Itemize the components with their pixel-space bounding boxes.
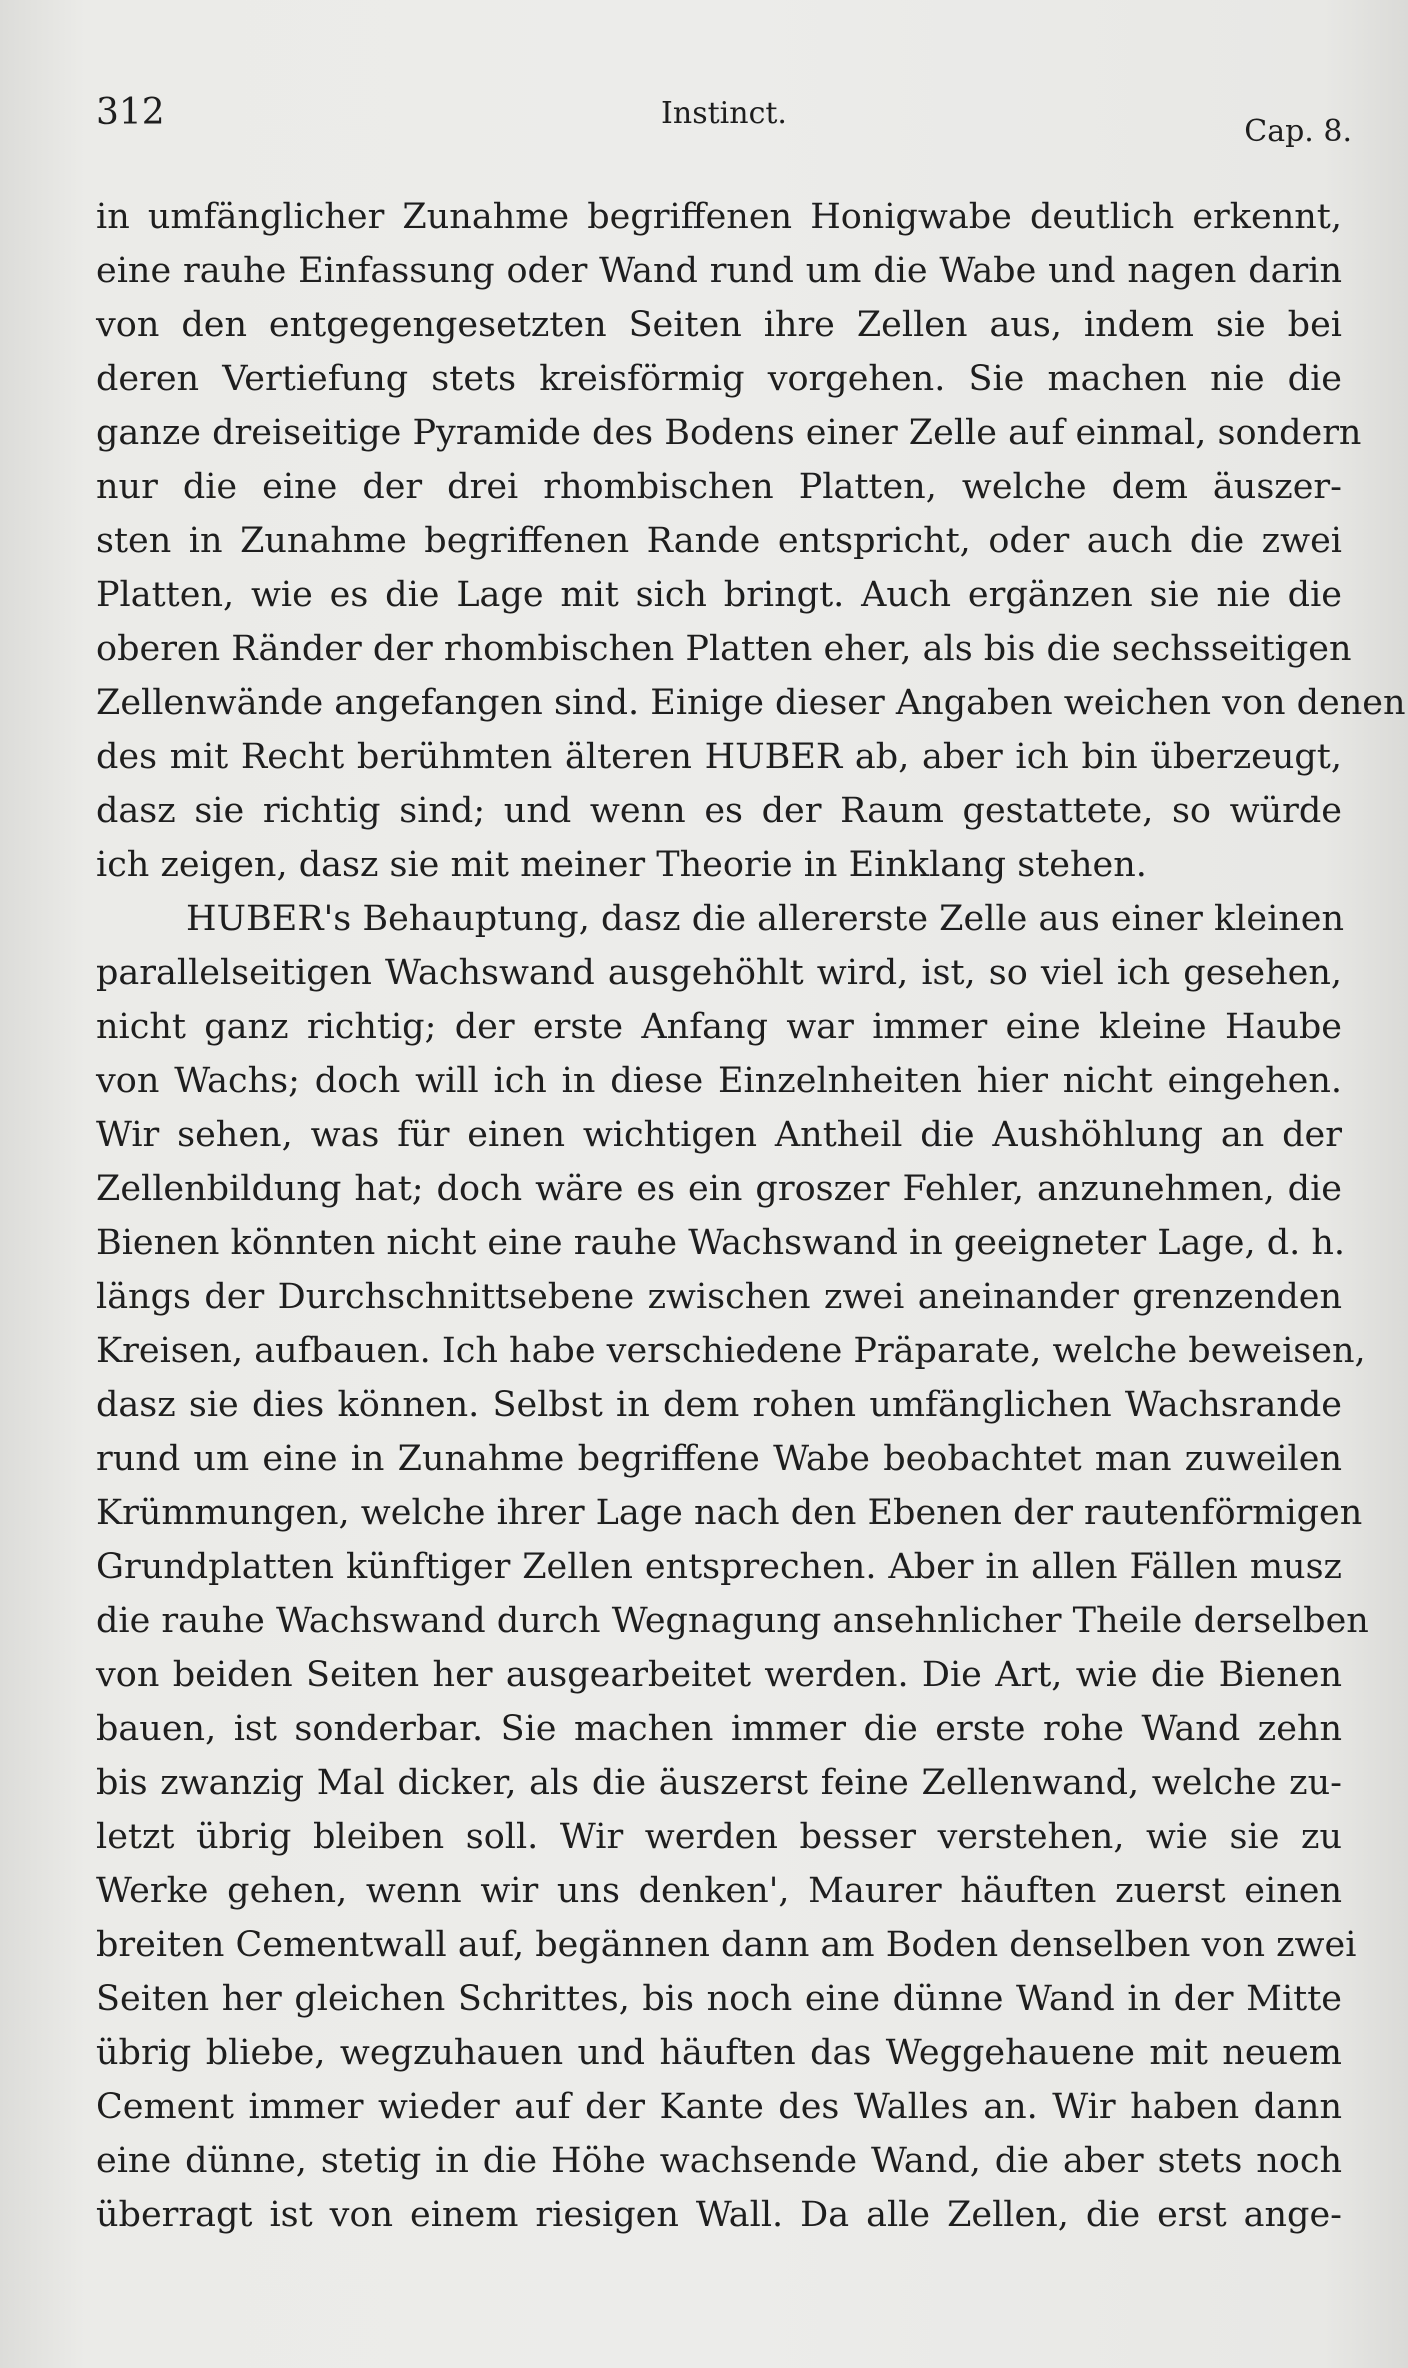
text-line: Zellenwände angefangen sind. Einige dieser Angaben weichen von denen (96, 683, 1406, 723)
text-line: längs der Durchschnittsebene zwischen zwei aneinander grenzenden (96, 1277, 1342, 1317)
text-line: nicht ganz richtig; der erste Anfang war immer eine kleine Haube (96, 1007, 1342, 1047)
text-line: eine rauhe Einfassung oder Wand rund um die Wabe und nagen darin (96, 251, 1342, 291)
text-line: Wir sehen, was für einen wichtigen Antheil die Aushöhlung an der (96, 1115, 1342, 1155)
page-header (96, 92, 1352, 149)
text-line: von den entgegengesetzten Seiten ihre Zellen aus, indem sie bei (96, 305, 1342, 345)
text-line: deren Vertiefung stets kreisförmig vorgehen. Sie machen nie die (96, 359, 1342, 399)
text-line: bis zwanzig Mal dicker, als die äuszerst feine Zellenwand, welche zu- (96, 1763, 1342, 1803)
text-line: übrig bliebe, wegzuhauen und häuften das Weggehauene mit neuem (96, 2033, 1342, 2073)
text-line: Kreisen, aufbauen. Ich habe verschiedene Präparate, welche beweisen, (96, 1331, 1366, 1371)
text-line: bauen, ist sonderbar. Sie machen immer die erste rohe Wand zehn (96, 1709, 1342, 1749)
text-line: dasz sie dies können. Selbst in dem rohen umfänglichen Wachsrande (96, 1385, 1342, 1425)
text-line: parallelseitigen Wachswand ausgehöhlt wird, ist, so viel ich gesehen, (96, 953, 1342, 993)
text-line: von beiden Seiten her ausgearbeitet werden. Die Art, wie die Bienen (96, 1655, 1342, 1695)
text-line: ganze dreiseitige Pyramide des Bodens einer Zelle auf einmal, sondern (96, 413, 1362, 453)
text-line: Bienen könnten nicht eine rauhe Wachswand in geeigneter Lage, d. h. (96, 1223, 1346, 1263)
paragraph-end-line: ich zeigen, dasz sie mit meiner Theorie in Einklang stehen. (96, 845, 1147, 885)
text-line: breiten Cementwall auf, begännen dann am Boden denselben von zwei (96, 1925, 1357, 1965)
text-line: Seiten her gleichen Schrittes, bis noch eine dünne Wand in der Mitte (96, 1979, 1342, 2019)
text-line: oberen Ränder der rhombischen Platten eher, als bis die sechsseitigen (96, 629, 1352, 669)
text-line: Platten, wie es die Lage mit sich bringt. Auch ergänzen sie nie die (96, 575, 1342, 615)
chapter-label: Cap. 8. (1244, 114, 1352, 149)
page-number: 312 (96, 92, 165, 133)
text-line: nur die eine der drei rhombischen Platten, welche dem äuszer- (96, 467, 1342, 507)
text-line: überragt ist von einem riesigen Wall. Da alle Zellen, die erst ange- (96, 2195, 1342, 2235)
text-line: die rauhe Wachswand durch Wegnagung ansehnlicher Theile derselben (96, 1601, 1369, 1641)
text-line: des mit Recht berühmten älteren HUBER ab, aber ich bin überzeugt, (96, 737, 1342, 777)
text-line: rund um eine in Zunahme begriffene Wabe beobachtet man zuweilen (96, 1439, 1342, 1479)
paragraph-start-line: HUBER's Behauptung, dasz die allererste Zelle aus einer kleinen (186, 899, 1345, 939)
text-line: in umfänglicher Zunahme begriffenen Honigwabe deutlich erkennt, (96, 197, 1342, 237)
text-line: von Wachs; doch will ich in diese Einzelnheiten hier nicht eingehen. (96, 1061, 1342, 1101)
text-line: Krümmungen, welche ihrer Lage nach den Ebenen der rautenförmigen (96, 1493, 1363, 1533)
body-text (96, 190, 1406, 2242)
text-line: Werke gehen, wenn wir uns denken', Maurer häuften zuerst einen (96, 1871, 1342, 1911)
text-line: Cement immer wieder auf der Kante des Walles an. Wir haben dann (96, 2087, 1342, 2127)
text-line: sten in Zunahme begriffenen Rande entspricht, oder auch die zwei (96, 521, 1342, 561)
text-line: Zellenbildung hat; doch wäre es ein groszer Fehler, anzunehmen, die (96, 1169, 1342, 1209)
text-line: dasz sie richtig sind; und wenn es der Raum gestattete, so würde (96, 791, 1342, 831)
text-line: letzt übrig bleiben soll. Wir werden besser verstehen, wie sie zu (96, 1817, 1342, 1857)
text-line: eine dünne, stetig in die Höhe wachsende Wand, die aber stets noch (96, 2141, 1342, 2181)
text-line: Grundplatten künftiger Zellen entsprechen. Aber in allen Fällen musz (96, 1547, 1342, 1587)
running-title: Instinct. (661, 96, 787, 131)
